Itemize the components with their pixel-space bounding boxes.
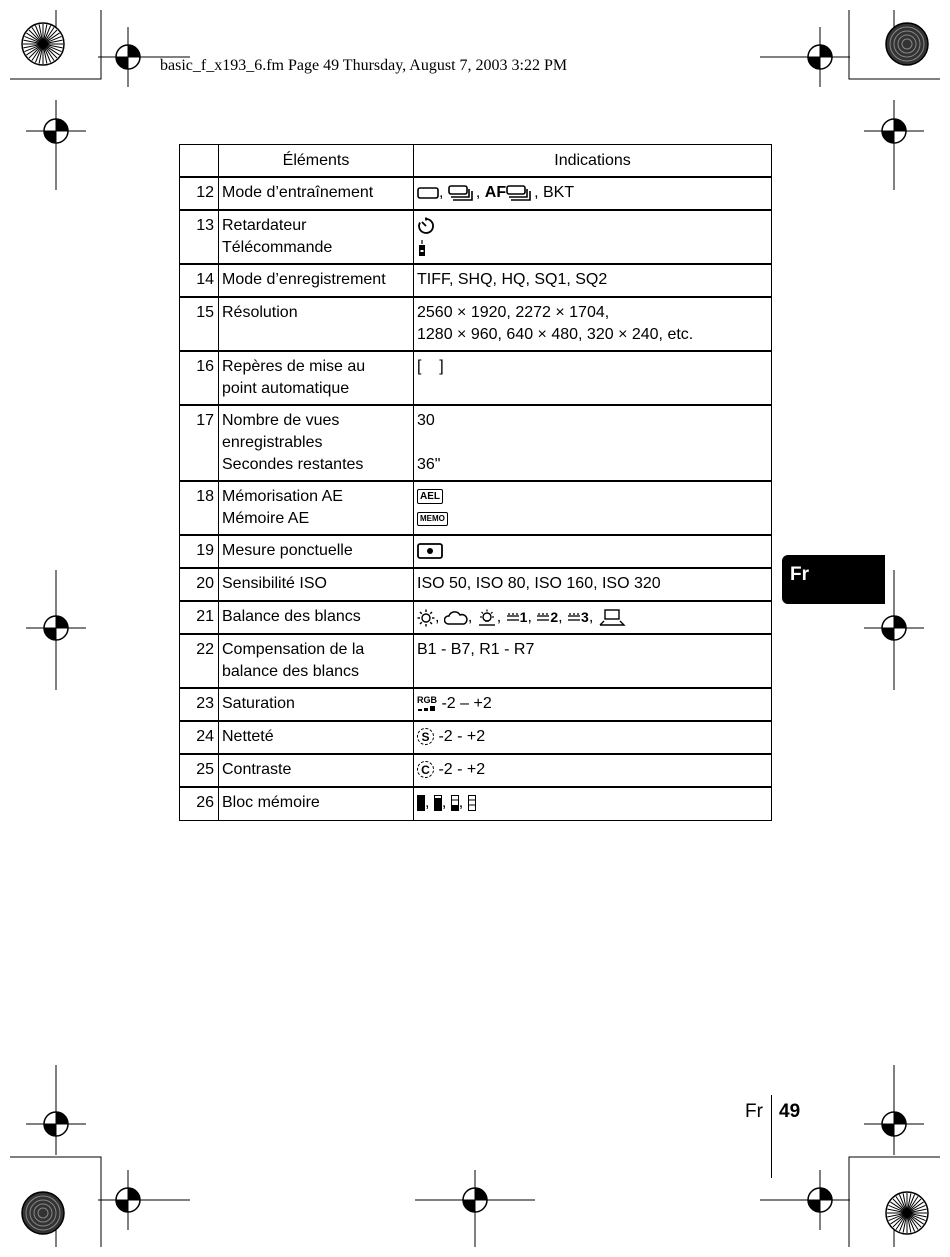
element-label: Balance des blancs [222, 608, 361, 625]
fluorescent-1-digit: 1 [519, 609, 528, 625]
element-label: Repères de mise au [222, 358, 366, 375]
row-number: 22 [180, 634, 219, 688]
memo-icon: MEMO [417, 512, 448, 526]
contrast-icon-label: C [421, 763, 430, 778]
document-header: basic_f_x193_6.fm Page 49 Thursday, August 7, 2003 3:22 PM [160, 57, 568, 74]
indications-table [179, 144, 772, 821]
indication-text: 30 [417, 412, 435, 429]
row-number: 17 [180, 405, 219, 481]
table-row: 26 Bloc mémoire , , , [180, 787, 772, 820]
row-number: 18 [180, 481, 219, 535]
table-row [180, 405, 772, 481]
footer-language: Fr [745, 1101, 763, 1122]
element-label: Secondes restantes [222, 456, 364, 473]
fluorescent-2-digit: 2 [550, 609, 559, 625]
element-label: point automatique [222, 380, 350, 397]
page-number: 49 [779, 1101, 801, 1122]
element-label: Sensibilité ISO [222, 575, 327, 592]
row-number: 13 [180, 210, 219, 264]
row-number: 19 [180, 535, 219, 568]
header-elements: Éléments [219, 145, 414, 178]
element-label: balance des blancs [222, 663, 359, 680]
element-label: Mode d’entraînement [222, 184, 374, 201]
element-label: Télécommande [222, 239, 333, 256]
header-indications: Indications [414, 145, 772, 178]
fluorescent-2-icon [536, 606, 558, 629]
table-row [180, 634, 772, 688]
saturation-icon [417, 696, 437, 711]
af-sequential-shooting-icon [506, 185, 534, 201]
table-row [180, 688, 772, 721]
contrast-icon [417, 761, 434, 778]
tungsten-icon [477, 609, 497, 627]
row-number: 23 [180, 688, 219, 721]
ael-icon: AEL [417, 489, 443, 504]
table-row [180, 754, 772, 787]
indication-text: B1 - B7, R1 - R7 [417, 641, 535, 658]
table-row [180, 210, 772, 264]
footer-divider [771, 1095, 772, 1178]
remote-control-icon [417, 239, 427, 257]
row-number: 26 [180, 787, 219, 820]
indication-text: -2 - +2 [438, 761, 486, 778]
indication-cell: , , , 1, 2, 3, [414, 601, 772, 634]
table-header-row [180, 145, 772, 178]
memory-low-icon [451, 795, 459, 811]
element-label: Bloc mémoire [222, 794, 320, 811]
self-timer-icon [417, 217, 435, 235]
table-row [180, 568, 772, 601]
sharpness-icon [417, 728, 434, 745]
indication-text: 1280 × 960, 640 × 480, 320 × 240, etc. [417, 326, 694, 343]
fluorescent-1-icon [506, 606, 528, 629]
indication-text: 2560 × 1920, 2272 × 1704, [417, 304, 610, 321]
row-number: 21 [180, 601, 219, 634]
element-label: Résolution [222, 304, 298, 321]
table-row [180, 535, 772, 568]
indication-text: ISO 50, ISO 80, ISO 160, ISO 320 [417, 575, 661, 592]
element-label: Mémorisation AE [222, 488, 343, 505]
memory-full-icon [417, 795, 425, 811]
single-frame-icon [417, 186, 439, 200]
element-label: Saturation [222, 695, 295, 712]
sharpness-icon-label: S [421, 730, 430, 745]
row-number: 24 [180, 721, 219, 754]
table-row [180, 351, 772, 405]
table-row [180, 177, 772, 210]
af-target-marks: [ ] [417, 358, 444, 375]
element-label: Retardateur [222, 217, 307, 234]
af-label: AF [484, 184, 507, 201]
row-number: 16 [180, 351, 219, 405]
element-label: Contraste [222, 761, 292, 778]
indication-cell [414, 210, 772, 264]
indication-text: TIFF, SHQ, HQ, SQ1, SQ2 [417, 271, 608, 288]
row-number: 20 [180, 568, 219, 601]
fluorescent-3-digit: 3 [581, 609, 589, 625]
indication-text: 36" [417, 456, 441, 473]
one-touch-wb-icon [598, 609, 626, 627]
element-label: Mesure ponctuelle [222, 542, 353, 559]
table-row [180, 297, 772, 351]
row-number: 12 [180, 177, 219, 210]
sequential-shooting-icon [448, 185, 476, 201]
memory-empty-icon [468, 795, 476, 811]
table-row [180, 264, 772, 297]
table-row [180, 601, 772, 634]
element-label: enregistrables [222, 434, 323, 451]
cloudy-icon [444, 610, 468, 626]
memory-high-icon [434, 795, 442, 811]
indication-text: , BKT [534, 184, 575, 201]
spot-metering-icon [417, 543, 443, 559]
header-num [180, 145, 219, 178]
indication-text: -2 – +2 [441, 695, 492, 712]
row-number: 14 [180, 264, 219, 297]
element-label: Netteté [222, 728, 274, 745]
row-number: 15 [180, 297, 219, 351]
element-label: Compensation de la [222, 641, 365, 658]
language-tab: Fr [782, 555, 885, 604]
fluorescent-3-icon [567, 606, 589, 629]
sunny-icon [417, 609, 435, 627]
table-row [180, 721, 772, 754]
indication-cell: , , AF , BKT [414, 177, 772, 210]
indication-text: -2 - +2 [438, 728, 486, 745]
element-label: Mémoire AE [222, 510, 310, 527]
table-row [180, 481, 772, 535]
saturation-icon-label: RGB [417, 695, 437, 706]
row-number: 25 [180, 754, 219, 787]
element-label: Mode d’enregistrement [222, 271, 386, 288]
element-label: Nombre de vues [222, 412, 340, 429]
